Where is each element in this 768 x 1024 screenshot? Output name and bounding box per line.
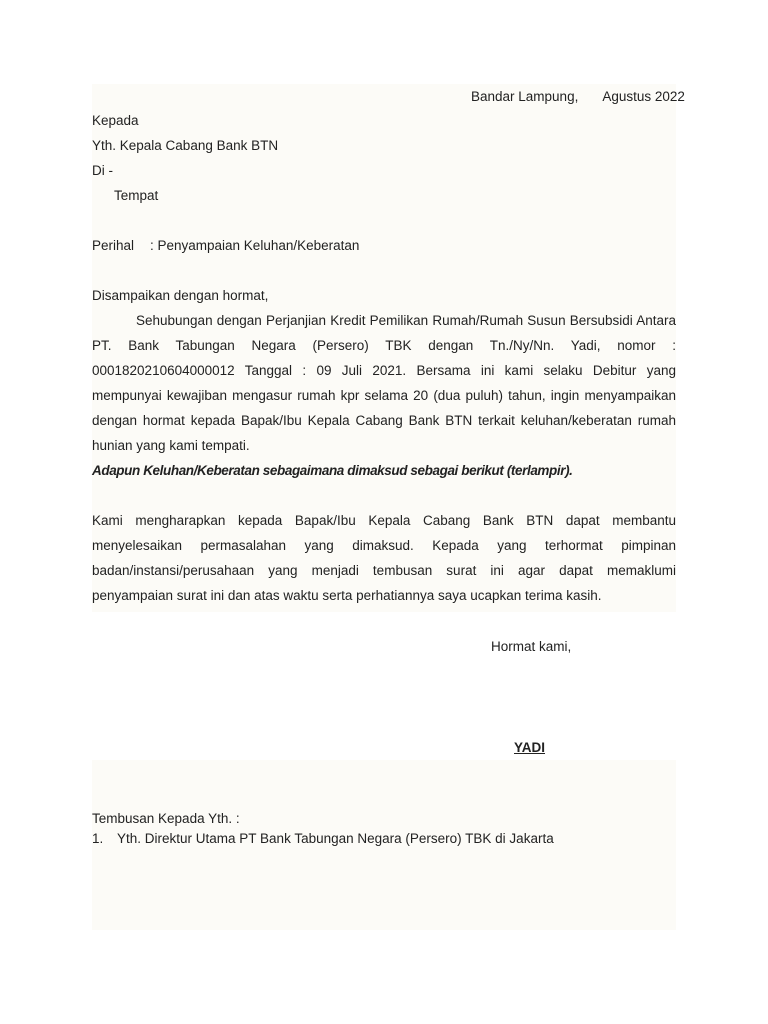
cc-item-text: Yth. Direktur Utama PT Bank Tabungan Negara (Persero) TBK di Jakarta	[117, 831, 554, 846]
closing: Hormat kami,	[491, 639, 572, 654]
letter-date-line	[471, 88, 685, 106]
body-paragraph-1	[92, 308, 676, 458]
cc-item-number: 1.	[92, 831, 104, 846]
cc-label: Tembusan Kepada Yth. :	[92, 811, 240, 826]
body-paragraph-1-text: Sehubungan dengan Perjanjian Kredit Pemilikan Rumah/Rumah Susun Bersubsidi Antara PT. Bank Tabungan Negara (Persero) TBK dengan Tn./Ny/Nn. Yadi, nomor : 0001820210604000012 Tanggal : 09 Juli 2021. Bersama ini kami selaku Debitur yang mempunyai kewajiban mengasur rumah kpr selama 20 (dua puluh) tahun, ingin menyampaikan dengan hormat kepada Bapak/Ibu Kepala Cabang Bank BTN terkait keluhan/keberatan rumah hunian yang kami tempati.	[92, 313, 676, 453]
di-label: Di -	[92, 163, 113, 178]
cc-list-item	[92, 830, 554, 848]
body-paragraph-2: Kami mengharapkan kepada Bapak/Ibu Kepala Cabang Bank BTN dapat membantu menyelesaikan permasalahan yang dimaksud. Kepada yang terhormat pimpinan badan/instansi/perusahaan yang menjadi tembusan surat ini agar dapat memaklumi penyampaian surat ini dan atas waktu serta perhatiannya saya ucapkan terima kasih.	[92, 513, 676, 603]
subject-line	[92, 237, 359, 255]
emphasis-line: Adapun Keluhan/Keberatan sebagaimana dimaksud sebagai berikut (terlampir).	[92, 463, 573, 478]
letter-date: Agustus 2022	[602, 89, 685, 104]
recipient: Yth. Kepala Cabang Bank BTN	[92, 138, 279, 153]
tempat-label: Tempat	[114, 188, 159, 203]
signer-name: YADI	[514, 740, 546, 755]
to-label: Kepada	[92, 113, 139, 128]
letter-place: Bandar Lampung,	[471, 89, 579, 104]
subject-text: : Penyampaian Keluhan/Keberatan	[150, 238, 360, 253]
greeting: Disampaikan dengan hormat,	[92, 288, 269, 303]
subject-label: Perihal	[92, 238, 135, 253]
